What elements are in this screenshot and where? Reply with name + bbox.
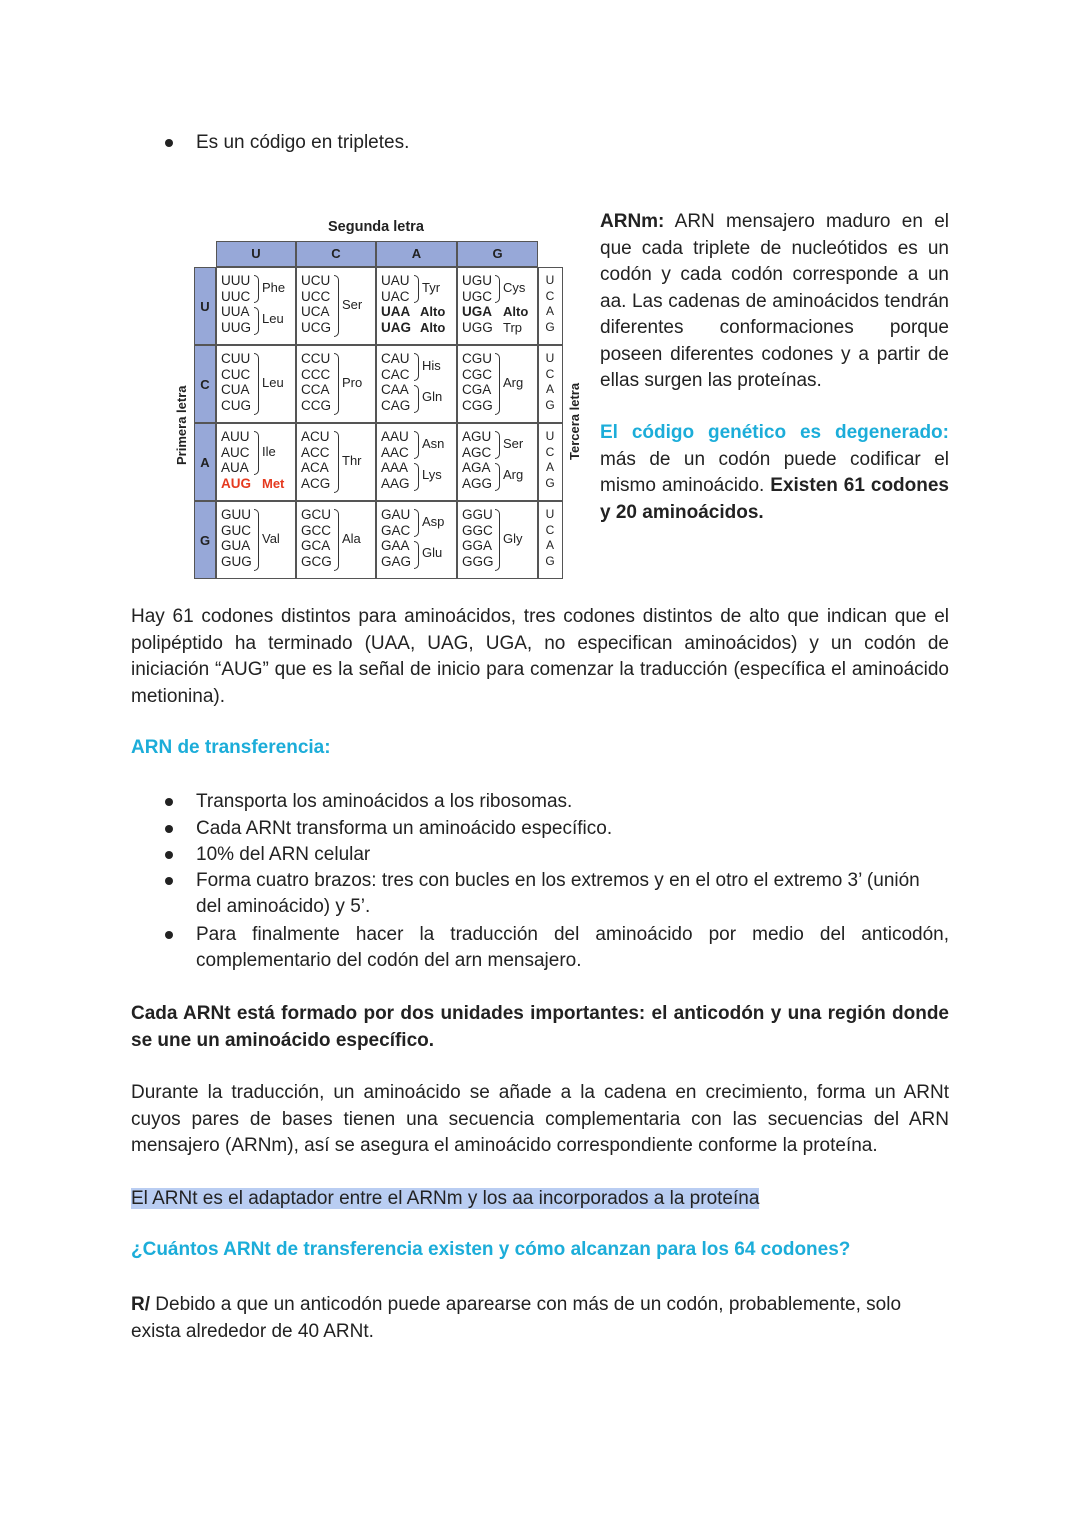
codon-brace bbox=[414, 275, 419, 303]
amino-acid-label: His bbox=[422, 358, 441, 373]
row-header: G bbox=[194, 501, 216, 579]
codon: GUC bbox=[221, 522, 251, 538]
amino-acid-label: Leu bbox=[262, 311, 284, 326]
arnm-term: ARNm: bbox=[600, 211, 665, 232]
codon: UCA bbox=[301, 304, 330, 319]
codon: GUU bbox=[221, 507, 251, 522]
codon: CAA bbox=[381, 382, 409, 397]
codon-brace bbox=[334, 353, 339, 415]
codon: UAA bbox=[381, 304, 411, 319]
third-letter: G bbox=[545, 475, 555, 490]
question: ¿Cuántos ARNt de transferencia existen y cómo alcanzan para los 64 codones? bbox=[131, 1239, 851, 1260]
degenerate-code bbox=[600, 420, 949, 526]
codon: GGC bbox=[462, 522, 493, 538]
degenerate-bold: Existen 61 codones y 20 aminoácidos. bbox=[600, 475, 950, 523]
amino-acid-label: Tyr bbox=[422, 280, 441, 295]
codon: AGG bbox=[462, 475, 493, 491]
codon-brace bbox=[254, 307, 259, 335]
codon: GCG bbox=[301, 553, 332, 569]
codon: AAC bbox=[381, 444, 409, 460]
trna-bullet: 10% del ARN celular bbox=[196, 842, 949, 868]
translation-paragraph: Durante la traducción, un aminoácido se añade a la cadena en crecimiento, forma un ARNt cuyos pares de bases tienen una secuencia complementaria con las secuencias del ARN mensajero (ARNm), así se asegura el aminoácido correspondiente conforme la proteína. bbox=[131, 1082, 949, 1156]
column-header: G bbox=[457, 241, 538, 267]
bullet-dot bbox=[165, 931, 173, 939]
intro-bullet: Es un código en tripletes. bbox=[196, 130, 409, 156]
codon: ACG bbox=[301, 475, 331, 491]
codon: AGC bbox=[462, 444, 492, 460]
amino-acid-label: Ala bbox=[342, 531, 361, 546]
codon: GGG bbox=[462, 553, 494, 569]
codon: UUG bbox=[221, 319, 251, 335]
amino-acid-label: Gln bbox=[422, 389, 443, 404]
codon: CAU bbox=[381, 351, 410, 366]
codon: UCG bbox=[301, 319, 331, 335]
amino-acid-label: Asp bbox=[422, 514, 445, 529]
third-letter: U bbox=[545, 273, 555, 287]
bullet-dot bbox=[165, 825, 173, 833]
codon: AUC bbox=[221, 444, 250, 460]
trna-bullet: Para finalmente hacer la traducción del aminoácido por medio del anticodón, complementario del codón del arn mensajero. bbox=[196, 922, 949, 974]
codon: AUG bbox=[221, 475, 251, 491]
codon: GGA bbox=[462, 538, 493, 553]
codon: CUC bbox=[221, 366, 251, 382]
codon-brace bbox=[414, 541, 419, 569]
codon-brace bbox=[414, 385, 419, 413]
codon-brace bbox=[495, 275, 500, 303]
third-letter: C bbox=[545, 522, 555, 537]
answer-label: R/ bbox=[131, 1294, 150, 1315]
amino-acid-label: Asn bbox=[422, 436, 445, 451]
codon: CUA bbox=[221, 382, 250, 397]
codon-brace bbox=[254, 509, 259, 571]
codon: CAC bbox=[381, 366, 410, 382]
third-letter: G bbox=[545, 319, 555, 334]
codon: UUC bbox=[221, 288, 251, 304]
codon: CCU bbox=[301, 351, 331, 366]
arnm-definition bbox=[600, 209, 949, 395]
bullet-dot bbox=[165, 851, 173, 859]
codon: CAG bbox=[381, 397, 411, 413]
highlight-sentence: El ARNt es el adaptador entre el ARNm y los aa incorporados a la proteína bbox=[131, 1188, 760, 1209]
third-letter: G bbox=[545, 397, 555, 412]
codon: UCC bbox=[301, 288, 331, 304]
codon: CGC bbox=[462, 366, 492, 382]
third-letter: A bbox=[545, 538, 554, 552]
degenerate-term: El código genético es degenerado: bbox=[600, 422, 949, 443]
codon: GCU bbox=[301, 507, 331, 522]
amino-acid-label: Lys bbox=[422, 467, 442, 482]
codon: UAC bbox=[381, 288, 410, 304]
second-letter-title: Segunda letra bbox=[328, 219, 424, 235]
answer bbox=[131, 1292, 951, 1345]
paragraph-codons: Hay 61 codones distintos para aminoácidos, tres codones distintos de alto que indican que el polipéptido ha terminado (UAA, UAG, UGA, no especifican aminoácidos) y un codón de iniciación “AUG” que es la señal de inicio para comenzar la traducción (específica el aminoácido metionina). bbox=[131, 606, 949, 707]
row-header: C bbox=[194, 345, 216, 423]
codon: AAA bbox=[381, 460, 409, 475]
codon: GAC bbox=[381, 522, 411, 538]
codon: GAU bbox=[381, 507, 411, 522]
codon: ACC bbox=[301, 444, 330, 460]
codon: GCA bbox=[301, 538, 331, 553]
codon-brace bbox=[495, 353, 500, 415]
codon: GUA bbox=[221, 538, 251, 553]
codon: GUG bbox=[221, 553, 252, 569]
codon: ACU bbox=[301, 429, 330, 444]
column-header: C bbox=[296, 241, 376, 267]
codon: CCG bbox=[301, 397, 331, 413]
amino-acid-label: Gly bbox=[503, 531, 523, 546]
codon-brace bbox=[414, 509, 419, 537]
amino-acid-label: Arg bbox=[503, 467, 524, 482]
codon: CUU bbox=[221, 351, 251, 366]
codon: GGU bbox=[462, 507, 493, 522]
codon-brace bbox=[334, 431, 339, 493]
codon-brace bbox=[495, 463, 500, 491]
third-letter: C bbox=[545, 366, 555, 381]
codon-brace bbox=[414, 353, 419, 381]
codon: AAG bbox=[381, 475, 410, 491]
trna-heading: ARN de transferencia: bbox=[131, 737, 331, 758]
codon: CCC bbox=[301, 366, 331, 382]
third-letter: C bbox=[545, 288, 555, 303]
column-header: A bbox=[376, 241, 457, 267]
codon: UCU bbox=[301, 273, 331, 288]
codon: GAG bbox=[381, 553, 412, 569]
codon: UGA bbox=[462, 304, 492, 319]
bullet-dot bbox=[165, 139, 173, 147]
codon-brace bbox=[495, 509, 500, 571]
codon: CGU bbox=[462, 351, 492, 366]
bullet-dot bbox=[165, 798, 173, 806]
codon: CGG bbox=[462, 397, 493, 413]
codon-brace bbox=[254, 431, 259, 475]
arnm-text: ARN mensajero maduro en el que cada triplete de nucleótidos es un codón y cada codón corresponde a un aa. Las cadenas de aminoácidos tendrán diferentes conformaciones porque poseen diferentes codones y a partir de ellas surgen las proteínas. bbox=[600, 211, 949, 391]
degenerate-text: más de un codón puede codificar el mismo aminoácido. bbox=[600, 448, 949, 496]
codon: CUG bbox=[221, 397, 251, 413]
codon-brace bbox=[254, 275, 259, 303]
amino-acid-label: Pro bbox=[342, 375, 363, 390]
amino-acid-label: Glu bbox=[422, 545, 443, 560]
first-letter-label: Primera letra bbox=[174, 385, 189, 465]
trna-bullet: Forma cuatro brazos: tres con bucles en los extremos y en el otro el extremo 3’ (unión del aminoácido) y 5’. bbox=[196, 868, 949, 920]
third-letter: C bbox=[545, 444, 555, 459]
stop-label: Alto bbox=[420, 319, 446, 335]
codon: AUA bbox=[221, 460, 249, 475]
codon: AGA bbox=[462, 460, 491, 475]
codon: UAU bbox=[381, 273, 410, 288]
column-header: U bbox=[216, 241, 296, 267]
codon: UGU bbox=[462, 273, 492, 288]
trna-bullet: Transporta los aminoácidos a los ribosomas. bbox=[196, 789, 949, 815]
amino-acid-label: Ser bbox=[503, 436, 524, 451]
codon-brace bbox=[334, 509, 339, 571]
codon: CGA bbox=[462, 382, 492, 397]
row-header: A bbox=[194, 423, 216, 501]
codon: AGU bbox=[462, 429, 492, 444]
codon-table bbox=[170, 215, 595, 580]
bold-paragraph: Cada ARNt está formado por dos unidades importantes: el anticodón y una región donde se une un aminoácido específico. bbox=[131, 1003, 949, 1051]
third-letter-label: Tercera letra bbox=[567, 382, 582, 460]
codon: UAG bbox=[381, 319, 411, 335]
amino-acid-label: Ile bbox=[262, 444, 276, 459]
amino-acid-label: Leu bbox=[262, 375, 284, 390]
amino-acid-label: Phe bbox=[262, 280, 286, 295]
third-letter: U bbox=[545, 351, 555, 365]
third-letter: U bbox=[545, 507, 555, 521]
amino-acid-label: Met bbox=[262, 475, 285, 491]
amino-acid-label: Trp bbox=[503, 319, 523, 335]
amino-acid-label: Thr bbox=[342, 453, 362, 468]
row-header: U bbox=[194, 267, 216, 345]
third-letter: G bbox=[545, 553, 555, 568]
codon-brace bbox=[334, 275, 339, 337]
codon: AUU bbox=[221, 429, 250, 444]
amino-acid-label: Ser bbox=[342, 297, 363, 312]
trna-bullet: Cada ARNt transforma un aminoácido específico. bbox=[196, 816, 949, 842]
amino-acid-label: Arg bbox=[503, 375, 524, 390]
stop-label: Alto bbox=[420, 304, 446, 319]
third-letter: A bbox=[545, 460, 554, 474]
answer-text: Debido a que un anticodón puede aparearse con más de un codón, probablemente, solo exista alrededor de 40 ARNt. bbox=[131, 1294, 902, 1342]
codon: ACA bbox=[301, 460, 329, 475]
codon: CCA bbox=[301, 382, 330, 397]
codon: UGG bbox=[462, 319, 493, 335]
stop-label: Alto bbox=[503, 304, 529, 319]
codon: GCC bbox=[301, 522, 331, 538]
codon: GAA bbox=[381, 538, 410, 553]
codon-brace bbox=[495, 431, 500, 459]
amino-acid-label: Val bbox=[262, 531, 280, 546]
third-letter: A bbox=[545, 382, 554, 396]
third-letter: A bbox=[545, 304, 554, 318]
codon-brace bbox=[414, 431, 419, 459]
amino-acid-label: Cys bbox=[503, 280, 526, 295]
codon-brace bbox=[254, 353, 259, 415]
codon: UUA bbox=[221, 304, 250, 319]
bullet-dot bbox=[165, 877, 173, 885]
third-letter: U bbox=[545, 429, 555, 443]
codon: UGC bbox=[462, 288, 492, 304]
codon: AAU bbox=[381, 429, 409, 444]
codon: UUU bbox=[221, 273, 251, 288]
codon-brace bbox=[414, 463, 419, 491]
